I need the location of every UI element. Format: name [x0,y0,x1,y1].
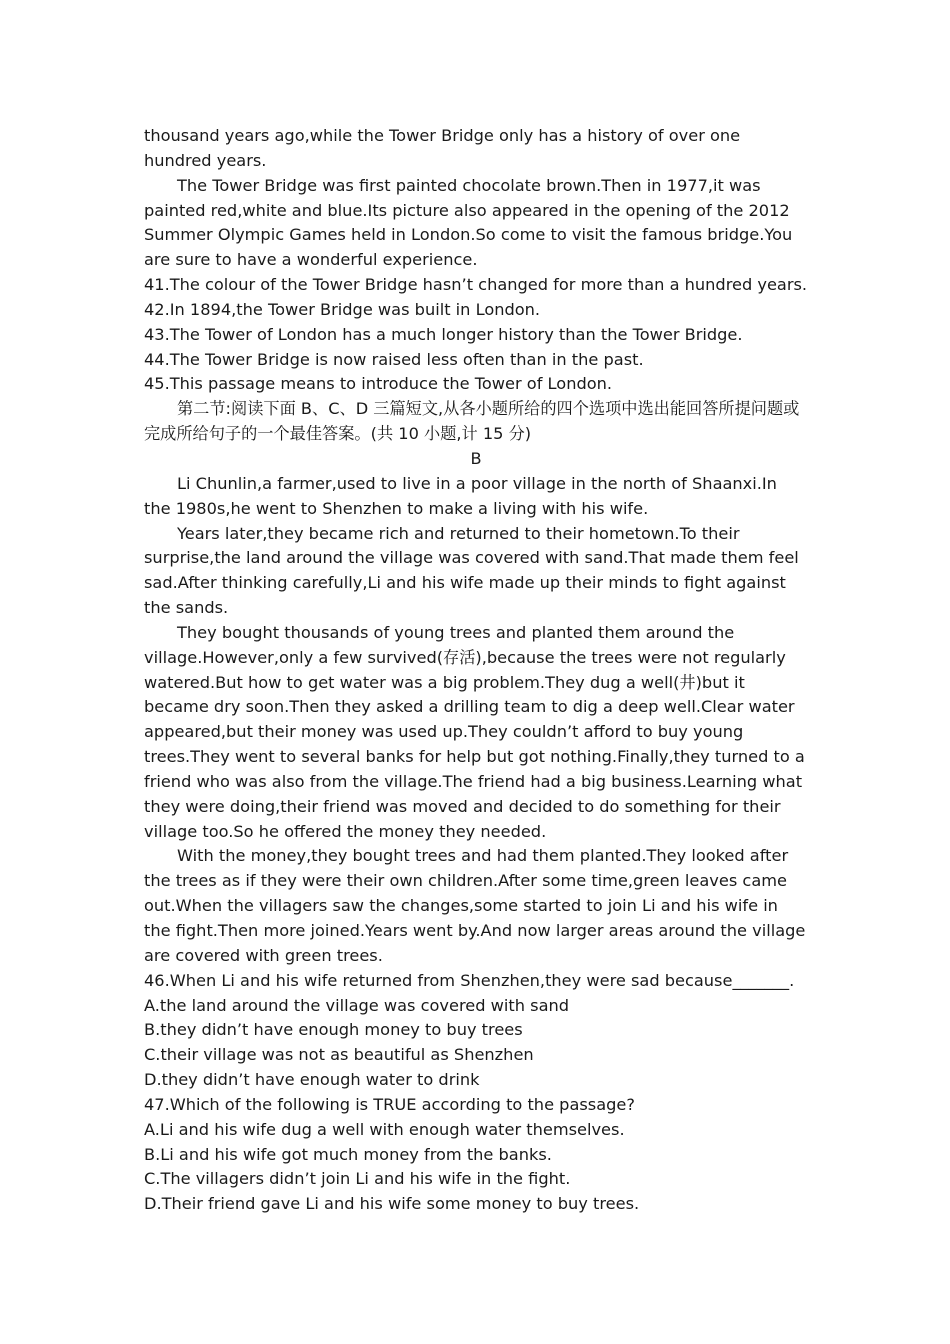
question-41: 41.The colour of the Tower Bridge hasn’t changed for more than a hundred years. [144,275,808,295]
question-47-stem: 47.Which of the following is TRUE according to the passage? [144,1094,635,1114]
passage-b-paragraph-4: With the money,they bought trees and had them planted.They looked after the trees as if they were their own children.After some time,green leaves came out.When the villagers saw the changes,some started to join Li and his wife in the fight.Then more joined.Years went by.And now larger areas around the village are covered with green trees. [144,846,806,965]
question-46-option-d: D.they didn’t have enough water to drink [144,1070,480,1090]
question-47-option-b: B.Li and his wife got much money from the banks. [144,1144,552,1164]
question-47-option-c: C.The villagers didn’t join Li and his wife in the fight. [144,1169,571,1189]
passage-a-paragraph-continued: thousand years ago,while the Tower Bridge only has a history of over one hundred years. [144,126,741,170]
question-44: 44.The Tower Bridge is now raised less often than in the past. [144,349,644,369]
question-46-stem: 46.When Li and his wife returned from Shenzhen,they were sad because_______. [144,970,795,990]
passage-b-paragraph-1: Li Chunlin,a farmer,used to live in a poor village in the north of Shaanxi.In the 1980s,he went to Shenzhen to make a living with his wife. [144,473,777,518]
question-42: 42.In 1894,the Tower Bridge was built in London. [144,299,541,319]
question-45: 45.This passage means to introduce the Tower of London. [144,374,613,394]
passage-b-paragraph-2: Years later,they became rich and returned to their hometown.To their surprise,the land around the village was covered with sand.That made them feel sad.After thinking carefully,Li and his wife made up their minds to fight against the sands. [144,523,799,618]
question-43: 43.The Tower of London has a much longer history than the Tower Bridge. [144,324,743,344]
question-46-option-b: B.they didn’t have enough money to buy trees [144,1020,523,1040]
document-page [144,124,808,1217]
passage-b-paragraph-3: They bought thousands of young trees and planted them around the village.However,only a few survived(存活),because the trees were not regularly watered.But how to get water was a big problem.They dug a well(井)but it became dry soon.Then they asked a drilling team to dig a deep well.Clear water appeared,but their money was used up.They couldn’t afford to buy young trees.They went to several banks for help but got nothing.Finally,they turned to a friend who was also from the village.The friend had a big business.Learning what they were doing,their friend was moved and decided to do something for their village too.So he offered the money they needed. [144,622,805,841]
passage-label: B [470,448,482,468]
question-47-option-d: D.Their friend gave Li and his wife some money to buy trees. [144,1194,640,1214]
passage-a-paragraph: The Tower Bridge was first painted chocolate brown.Then in 1977,it was painted red,white and blue.Its picture also appeared in the opening of the 2012 Summer Olympic Games held in London.So come to visit the famous bridge.You are sure to have a wonderful experience. [144,175,793,270]
question-46-option-a: A.the land around the village was covered with sand [144,995,570,1015]
question-46-option-c: C.their village was not as beautiful as Shenzhen [144,1045,534,1065]
question-47-option-a: A.Li and his wife dug a well with enough water themselves. [144,1119,625,1139]
section-instructions: 第二节:阅读下面 B、C、D 三篇短文,从各小题所给的四个选项中选出能回答所提问题或完成所给句子的一个最佳答案。(共 10 小题,计 15 分) [144,399,800,444]
